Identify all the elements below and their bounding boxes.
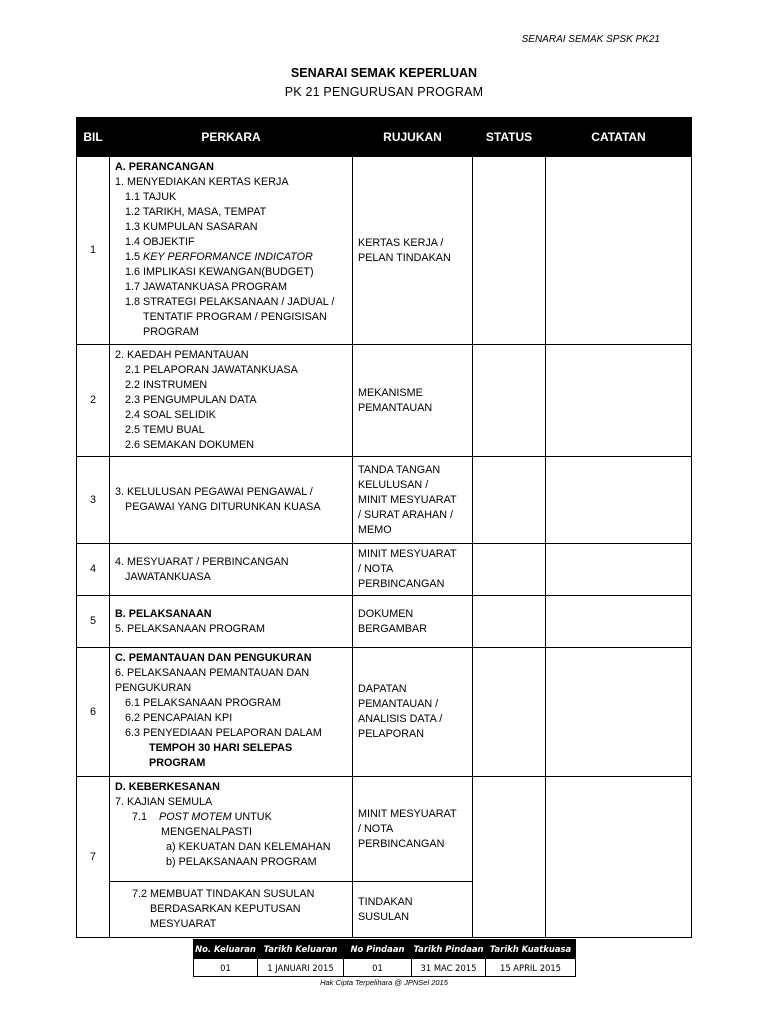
rujukan-line: PELAN TINDAKAN <box>358 251 451 264</box>
perkara-cell <box>110 777 353 882</box>
table-header-row <box>77 118 692 157</box>
rujukan-line: TINDAKAN <box>358 895 413 908</box>
rujukan-line: MEKANISME <box>358 386 423 399</box>
meta-value: 31 MAC 2015 <box>412 959 486 977</box>
status-cell[interactable] <box>473 777 546 938</box>
table-row <box>77 648 692 777</box>
rujukan-line: PEMANTAUAN <box>358 401 433 414</box>
row-number: 4 <box>77 544 110 596</box>
sub-item: 6.3 PENYEDIAAN PELAPORAN DALAM <box>125 727 322 739</box>
rujukan-line: BERGAMBAR <box>358 622 427 635</box>
rujukan-cell <box>353 457 473 544</box>
sub-item-continuation: PROGRAM <box>143 326 199 338</box>
row-number: 7 <box>77 777 110 938</box>
rujukan-line: MINIT MESYUARAT <box>358 548 457 560</box>
rujukan-line: MINIT MESYUARAT <box>358 807 457 820</box>
sub-item: 1.3 KUMPULAN SASARAN <box>125 221 258 233</box>
rujukan-cell <box>353 596 473 648</box>
item-text: 5. PELAKSANAAN PROGRAM <box>115 622 266 635</box>
rujukan-line: / NOTA <box>358 563 394 575</box>
rujukan-line: MINIT MESYUARAT <box>358 493 457 506</box>
meta-header: No. Keluaran <box>194 940 258 959</box>
sub-item-number: 1.5 <box>125 251 144 263</box>
rujukan-line: DOKUMEN <box>358 607 414 620</box>
sub-item: 7.2 MEMBUAT TINDAKAN SUSULAN <box>132 888 315 900</box>
status-cell[interactable] <box>473 596 546 648</box>
page-title: SENARAI SEMAK KEPERLUAN <box>290 66 478 80</box>
perkara-cell <box>110 345 353 457</box>
perkara-cell <box>110 157 353 345</box>
item-text: 7. KAJIAN SEMULA <box>115 796 213 808</box>
sub-item <box>115 810 347 825</box>
rujukan-line: PEMANTAUAN / <box>358 698 439 710</box>
rujukan-cell <box>353 777 473 882</box>
status-cell[interactable] <box>473 457 546 544</box>
rujukan-line: ANALISIS DATA / <box>358 713 443 725</box>
table-row <box>77 544 692 596</box>
meta-header: Tarikh Kuatkuasa <box>486 940 576 959</box>
section-heading: A. PERANCANGAN <box>115 161 214 173</box>
meta-value: 01 <box>344 959 412 977</box>
rujukan-line: PELAPORAN <box>358 728 425 740</box>
rujukan-line: SUSULAN <box>358 910 410 923</box>
status-cell[interactable] <box>473 544 546 596</box>
rujukan-line: / NOTA <box>358 822 394 835</box>
status-cell[interactable] <box>473 345 546 457</box>
sub-item: 2.1 PELAPORAN JAWATANKUASA <box>125 364 298 376</box>
catatan-cell[interactable] <box>546 457 692 544</box>
perkara-cell <box>110 544 353 596</box>
section-heading: C. PEMANTAUAN DAN PENGUKURAN <box>115 652 312 664</box>
rujukan-line: KELULUSAN / <box>358 478 429 491</box>
rujukan-line: / SURAT ARAHAN / <box>358 508 453 521</box>
table-row <box>77 157 692 345</box>
sub-item: 2.4 SOAL SELIDIK <box>125 409 216 421</box>
item-text: 1. MENYEDIAKAN KERTAS KERJA <box>115 176 289 188</box>
item-text: 4. MESYUARAT / PERBINCANGAN <box>115 555 289 568</box>
perkara-cell <box>110 648 353 777</box>
table-row <box>77 596 692 648</box>
item-text: 2. KAEDAH PEMANTAUAN <box>115 349 249 361</box>
rujukan-line: MEMO <box>358 523 392 536</box>
col-header-perkara: PERKARA <box>110 118 353 157</box>
sub-item: 1.2 TARIKH, MASA, TEMPAT <box>125 206 267 218</box>
meta-value: 15 APRIL 2015 <box>486 959 576 977</box>
page-subtitle: PK 21 PENGURUSAN PROGRAM <box>284 85 484 99</box>
sub-item: 2.6 SEMAKAN DOKUMEN <box>125 439 254 451</box>
meta-value: 1 JANUARI 2015 <box>258 959 344 977</box>
sub-item-continuation: MENGENALPASTI <box>161 826 252 838</box>
rujukan-line: DAPATAN <box>358 683 407 695</box>
col-header-catatan: CATATAN <box>546 118 692 157</box>
status-cell[interactable] <box>473 648 546 777</box>
rujukan-cell <box>353 648 473 777</box>
item-text: 6. PELAKSANAAN PEMANTAUAN DAN <box>115 667 310 679</box>
meta-value-row <box>194 959 576 977</box>
table-row <box>77 345 692 457</box>
row-number: 3 <box>77 457 110 544</box>
rujukan-cell <box>353 345 473 457</box>
meta-header: Tarikh Pindaan <box>412 940 486 959</box>
document-code: SENARAI SEMAK SPSK PK21 <box>521 34 660 45</box>
rujukan-cell <box>353 544 473 596</box>
col-header-rujukan: RUJUKAN <box>353 118 473 157</box>
catatan-cell[interactable] <box>546 157 692 345</box>
sub-item-text: UNTUK <box>231 811 272 823</box>
meta-header: Tarikh Keluaran <box>258 940 344 959</box>
table-row <box>77 777 692 882</box>
perkara-cell <box>110 596 353 648</box>
meta-header: No Pindaan <box>344 940 412 959</box>
meta-header-row <box>194 940 576 959</box>
sub-item <box>115 250 347 265</box>
row-number: 5 <box>77 596 110 648</box>
sub-item: 1.7 JAWATANKUASA PROGRAM <box>125 281 287 293</box>
catatan-cell[interactable] <box>546 544 692 596</box>
sub-item-continuation: MESYUARAT <box>150 918 217 930</box>
rujukan-cell <box>353 882 473 938</box>
copyright-notice: Hak Cipta Terpelihara @ JPNSel 2015 <box>320 978 448 987</box>
row-number: 6 <box>77 648 110 777</box>
checklist-table <box>76 117 692 938</box>
perkara-cell <box>110 457 353 544</box>
sub-item-italic-text: POST MOTEM <box>159 811 232 823</box>
status-cell[interactable] <box>473 157 546 345</box>
meta-value: 01 <box>194 959 258 977</box>
catatan-cell[interactable] <box>546 596 692 648</box>
sub-item: 6.2 PENCAPAIAN KPI <box>125 712 233 724</box>
section-heading: B. PELAKSANAAN <box>115 607 212 620</box>
rujukan-line: PERBINCANGAN <box>358 837 445 850</box>
row-number: 2 <box>77 345 110 457</box>
document-control-table <box>193 939 576 977</box>
sub-point: b) PELAKSANAAN PROGRAM <box>166 856 317 868</box>
rujukan-cell <box>353 157 473 345</box>
sub-item: 2.3 PENGUMPULAN DATA <box>125 394 257 406</box>
sub-item: 1.6 IMPLIKASI KEWANGAN(BUDGET) <box>125 266 314 278</box>
perkara-cell <box>110 882 353 938</box>
sub-item-continuation: TEMPOH 30 HARI SELEPAS <box>149 742 293 754</box>
item-text: 3. KELULUSAN PEGAWAI PENGAWAL / <box>115 486 313 498</box>
sub-item-continuation: BERDASARKAN KEPUTUSAN <box>150 903 301 915</box>
sub-item-continuation: PROGRAM <box>149 757 206 769</box>
table-row <box>77 457 692 544</box>
item-continuation: PENGUKURAN <box>115 682 192 694</box>
item-continuation: JAWATANKUASA <box>125 570 211 583</box>
sub-item-number: 7.1 <box>132 811 148 823</box>
section-heading: D. KEBERKESANAN <box>115 781 220 793</box>
col-header-bil: BIL <box>77 118 110 157</box>
sub-item: 1.1 TAJUK <box>125 191 177 203</box>
sub-item-italic-text: KEY PERFORMANCE INDICATOR <box>143 251 313 263</box>
rujukan-line: TANDA TANGAN <box>358 463 441 476</box>
row-number: 1 <box>77 157 110 345</box>
catatan-cell[interactable] <box>546 345 692 457</box>
sub-item: 6.1 PELAKSANAAN PROGRAM <box>125 697 282 709</box>
rujukan-line: KERTAS KERJA / <box>358 236 444 249</box>
sub-item: 1.8 STRATEGI PELAKSANAAN / JADUAL / <box>125 296 335 308</box>
sub-item: 1.4 OBJEKTIF <box>125 236 195 248</box>
sub-item: 2.2 INSTRUMEN <box>125 379 208 391</box>
rujukan-line: PERBINCANGAN <box>358 578 445 590</box>
col-header-status: STATUS <box>473 118 546 157</box>
sub-item-continuation: TENTATIF PROGRAM / PENGISISAN <box>143 311 327 323</box>
sub-point: a) KEKUATAN DAN KELEMAHAN <box>166 841 331 853</box>
item-continuation: PEGAWAI YANG DITURUNKAN KUASA <box>125 501 321 513</box>
sub-item: 2.5 TEMU BUAL <box>125 424 205 436</box>
catatan-cell[interactable] <box>546 777 692 938</box>
catatan-cell[interactable] <box>546 648 692 777</box>
